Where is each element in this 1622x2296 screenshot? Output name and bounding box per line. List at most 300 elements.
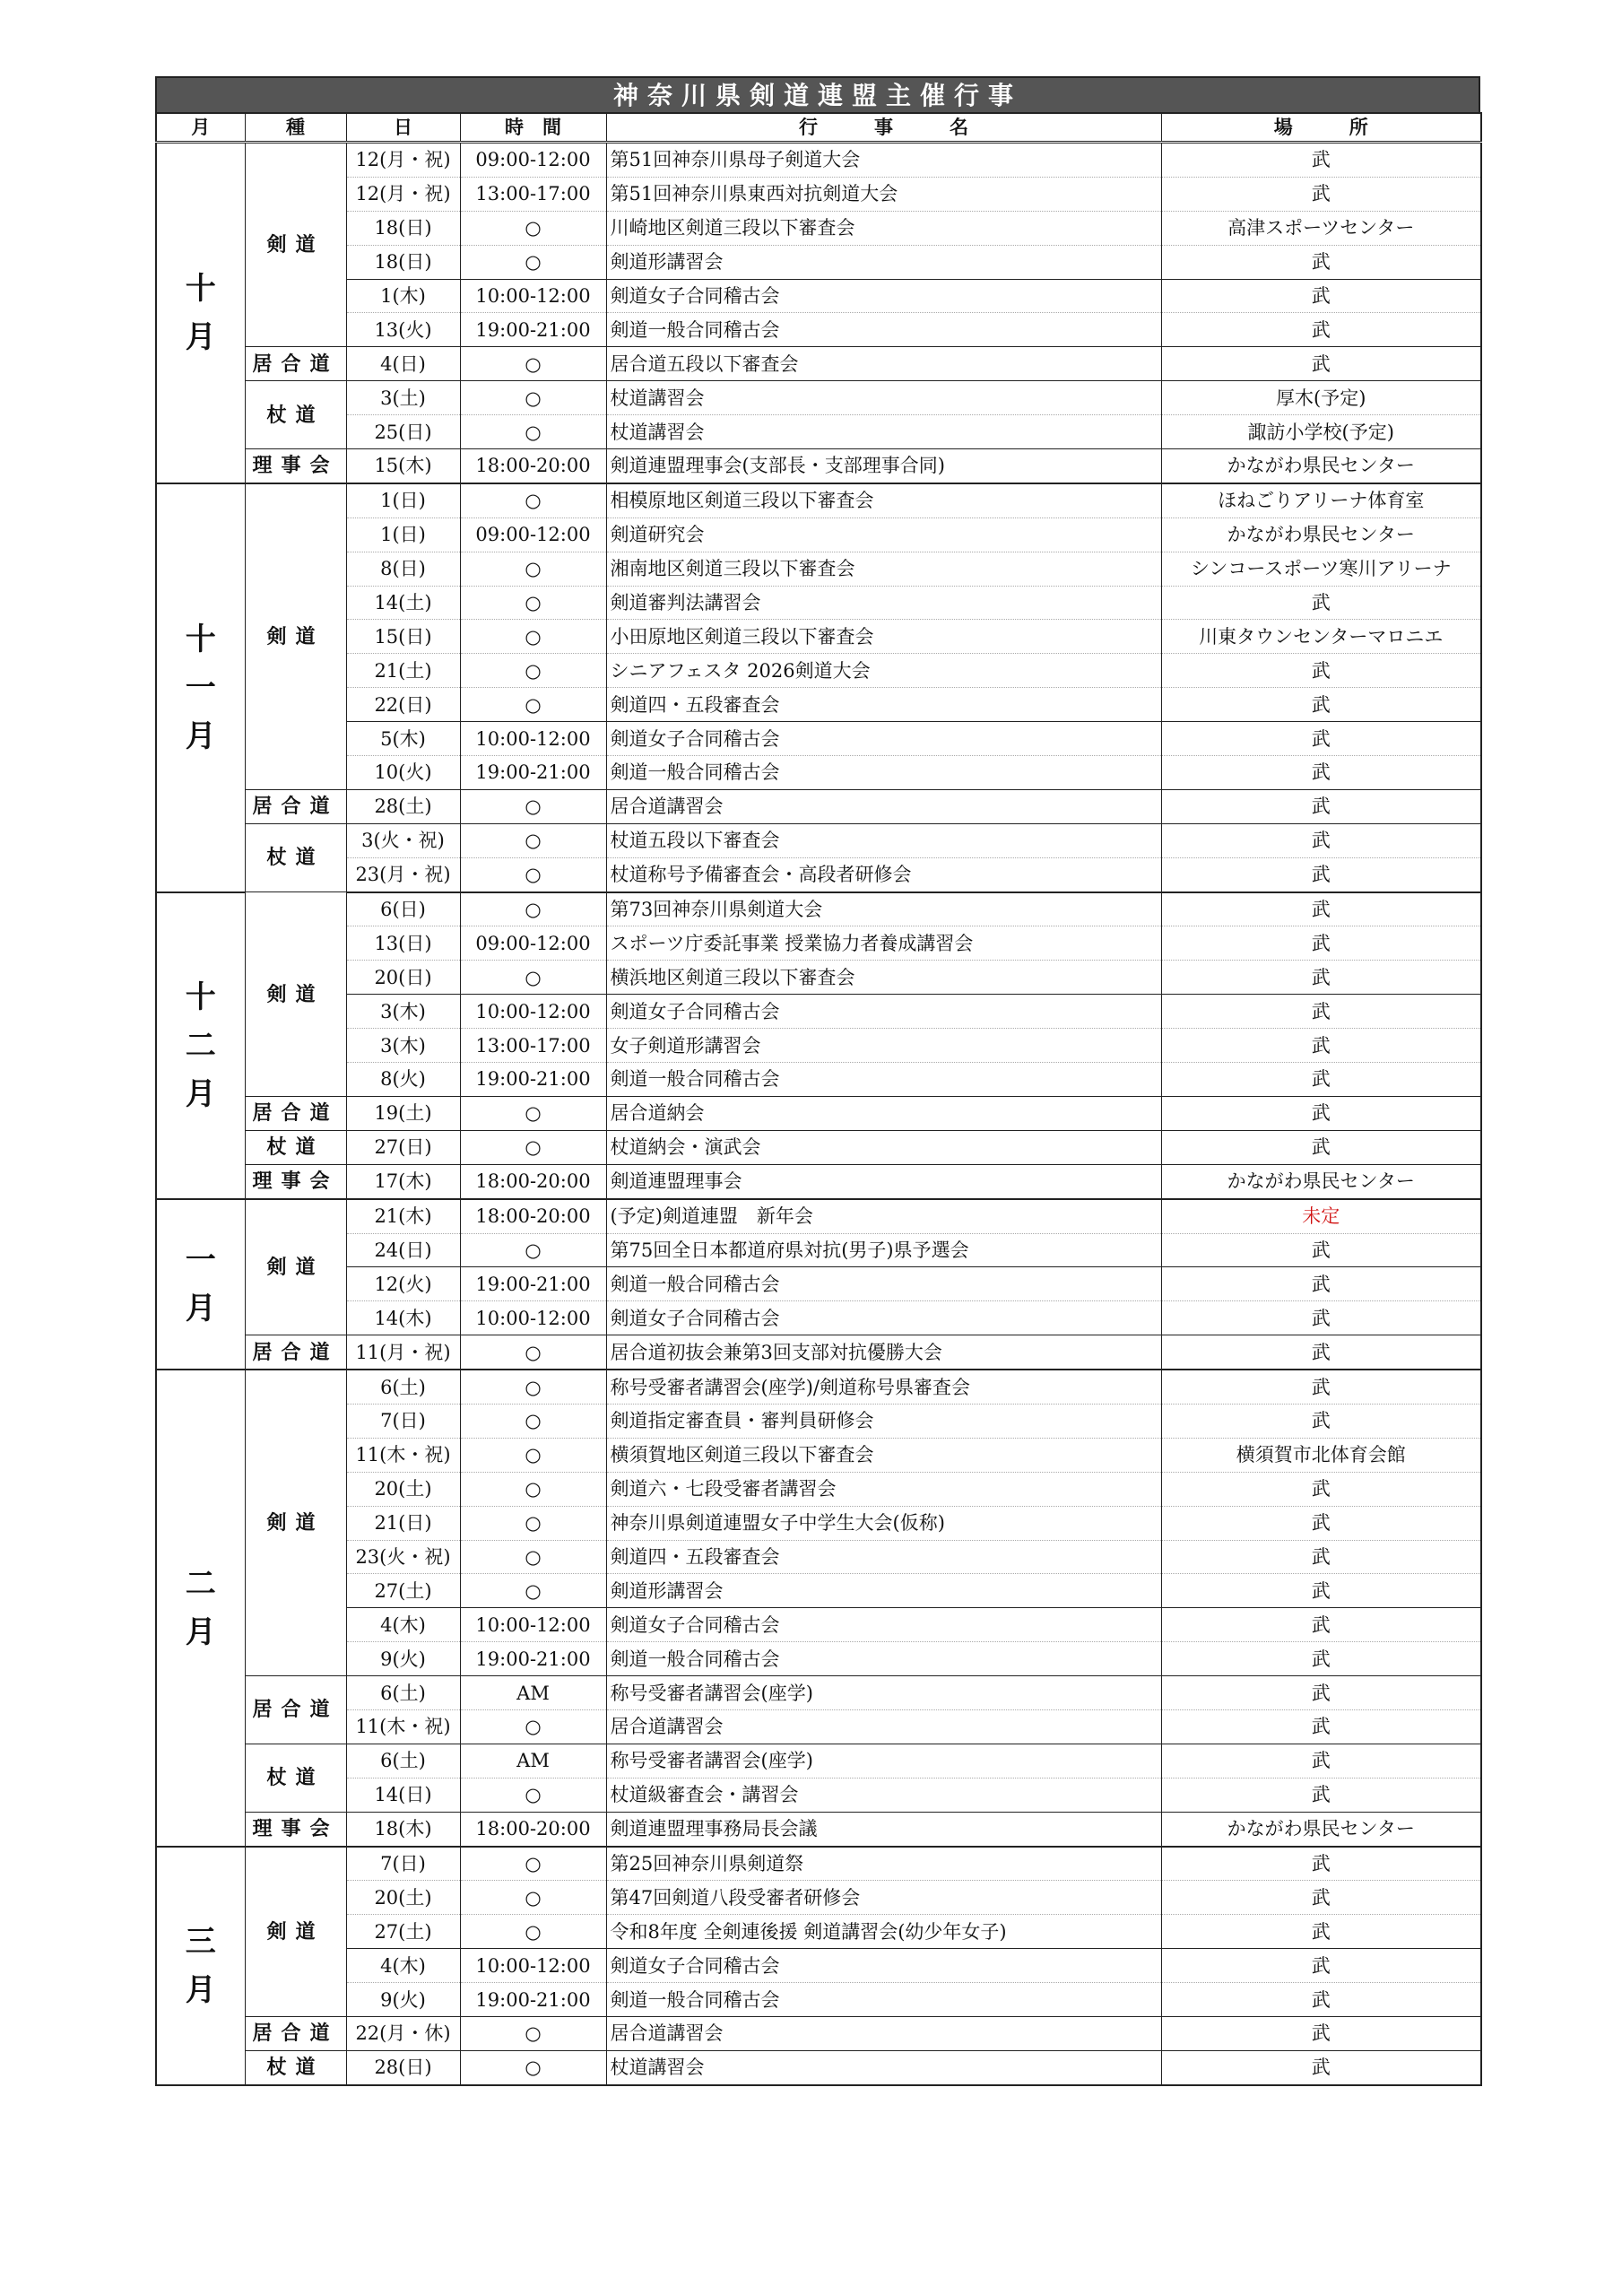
place-cell: 武 (1161, 1540, 1481, 1574)
place-cell: 武 (1161, 1676, 1481, 1710)
table-row (156, 2016, 1481, 2050)
day-cell: 21(木) (346, 1199, 460, 1233)
day-cell: 6(土) (346, 1744, 460, 1778)
day-cell: 1(日) (346, 483, 460, 517)
time-cell: ○ (460, 1574, 606, 1608)
table-row (156, 995, 1481, 1029)
day-cell: 6(日) (346, 892, 460, 926)
table-row (156, 1949, 1481, 1983)
day-cell: 5(木) (346, 722, 460, 756)
table-row (156, 1096, 1481, 1130)
table-row (156, 1744, 1481, 1778)
table-row (156, 552, 1481, 586)
time-cell: ○ (460, 2016, 606, 2050)
place-cell: 武 (1161, 177, 1481, 211)
place-cell: 武 (1161, 654, 1481, 688)
day-cell: 3(土) (346, 381, 460, 415)
day-cell: 6(土) (346, 1370, 460, 1404)
header-time: 時 間 (460, 113, 606, 143)
time-cell: ○ (460, 483, 606, 517)
month-label: 十 二 月 (156, 892, 245, 1199)
day-cell: 8(火) (346, 1063, 460, 1097)
event-cell: 女子剣道形講習会 (606, 1029, 1161, 1063)
time-cell: ○ (460, 620, 606, 654)
table-row (156, 517, 1481, 552)
time-cell: ○ (460, 1540, 606, 1574)
place-cell: かながわ県民センター (1161, 449, 1481, 483)
event-cell: 居合道講習会 (606, 1709, 1161, 1744)
table-row (156, 1063, 1481, 1097)
time-cell: ○ (460, 1881, 606, 1915)
table-row (156, 722, 1481, 756)
event-cell: 杖道講習会 (606, 2050, 1161, 2084)
event-cell: 小田原地区剣道三段以下審査会 (606, 620, 1161, 654)
place-cell: 武 (1161, 1915, 1481, 1949)
day-cell: 7(日) (346, 1847, 460, 1881)
month-label: 三 月 (156, 1847, 245, 2085)
day-cell: 21(日) (346, 1506, 460, 1540)
day-cell: 22(月・休) (346, 2016, 460, 2050)
header-place: 場 所 (1161, 113, 1481, 143)
table-row (156, 347, 1481, 381)
month-label: 二 月 (156, 1370, 245, 1846)
day-cell: 28(土) (346, 789, 460, 823)
place-cell: 武 (1161, 1847, 1481, 1881)
kind-label: 剣道 (245, 143, 346, 347)
header-event: 行 事 名 (606, 113, 1161, 143)
time-cell: ○ (460, 381, 606, 415)
table-row (156, 688, 1481, 722)
table-row (156, 586, 1481, 620)
event-cell: スポーツ庁委託事業 授業協力者養成講習会 (606, 926, 1161, 961)
day-cell: 4(日) (346, 347, 460, 381)
table-row (156, 449, 1481, 483)
event-cell: 川崎地区剣道三段以下審査会 (606, 211, 1161, 245)
event-cell: 杖道級審査会・講習会 (606, 1778, 1161, 1812)
event-cell: 第47回剣道八段受審者研修会 (606, 1881, 1161, 1915)
day-cell: 3(木) (346, 1029, 460, 1063)
time-cell: AM (460, 1676, 606, 1710)
table-row (156, 961, 1481, 995)
place-cell: 武 (1161, 688, 1481, 722)
table-row (156, 1438, 1481, 1472)
place-cell: ほねごりアリーナ体育室 (1161, 483, 1481, 517)
place-cell: かながわ県民センター (1161, 1164, 1481, 1198)
event-cell: 横須賀地区剣道三段以下審査会 (606, 1438, 1161, 1472)
place-cell: シンコースポーツ寒川アリーナ (1161, 552, 1481, 586)
table-row (156, 1472, 1481, 1506)
kind-label: 杖道 (245, 2050, 346, 2084)
table-row (156, 1812, 1481, 1846)
day-cell: 3(木) (346, 995, 460, 1029)
event-cell: 湘南地区剣道三段以下審査会 (606, 552, 1161, 586)
schedule-sheet (155, 76, 1480, 2086)
day-cell: 1(日) (346, 517, 460, 552)
day-cell: 4(木) (346, 1949, 460, 1983)
table-row (156, 756, 1481, 790)
time-cell: ○ (460, 1915, 606, 1949)
time-cell: 19:00-21:00 (460, 1642, 606, 1676)
time-cell: AM (460, 1744, 606, 1778)
event-cell: 横浜地区剣道三段以下審査会 (606, 961, 1161, 995)
place-cell: 諏訪小学校(予定) (1161, 415, 1481, 449)
time-cell: ○ (460, 347, 606, 381)
day-cell: 7(日) (346, 1404, 460, 1438)
day-cell: 12(月・祝) (346, 177, 460, 211)
table-row (156, 1335, 1481, 1370)
time-cell: 19:00-21:00 (460, 1983, 606, 2017)
place-cell: 武 (1161, 347, 1481, 381)
day-cell: 14(日) (346, 1778, 460, 1812)
table-row (156, 1574, 1481, 1608)
time-cell: ○ (460, 1847, 606, 1881)
time-cell: 13:00-17:00 (460, 1029, 606, 1063)
table-row (156, 279, 1481, 313)
event-cell: 居合道五段以下審査会 (606, 347, 1161, 381)
time-cell: 18:00-20:00 (460, 1164, 606, 1198)
place-cell: 武 (1161, 1233, 1481, 1267)
day-cell: 3(火・祝) (346, 823, 460, 857)
table-row (156, 1676, 1481, 1710)
table-row (156, 1199, 1481, 1233)
time-cell: ○ (460, 1506, 606, 1540)
event-cell: 剣道連盟理事務局長会議 (606, 1812, 1161, 1846)
event-cell: 第51回神奈川県東西対抗剣道大会 (606, 177, 1161, 211)
time-cell: ○ (460, 654, 606, 688)
kind-label: 剣道 (245, 892, 346, 1097)
day-cell: 14(土) (346, 586, 460, 620)
table-row (156, 1506, 1481, 1540)
time-cell: 09:00-12:00 (460, 143, 606, 178)
place-cell: 武 (1161, 313, 1481, 347)
event-cell: 剣道一般合同稽古会 (606, 313, 1161, 347)
table-row (156, 654, 1481, 688)
table-row (156, 381, 1481, 415)
day-cell: 13(日) (346, 926, 460, 961)
day-cell: 27(日) (346, 1130, 460, 1164)
day-cell: 11(木・祝) (346, 1709, 460, 1744)
table-row (156, 1370, 1481, 1404)
header-kind: 種 (245, 113, 346, 143)
event-cell: 居合道講習会 (606, 2016, 1161, 2050)
time-cell: ○ (460, 1096, 606, 1130)
event-cell: 第73回神奈川県剣道大会 (606, 892, 1161, 926)
table-row (156, 313, 1481, 347)
day-cell: 27(土) (346, 1915, 460, 1949)
kind-label: 理事会 (245, 1812, 346, 1846)
table-row (156, 620, 1481, 654)
table-row (156, 857, 1481, 891)
day-cell: 23(火・祝) (346, 1540, 460, 1574)
day-cell: 24(日) (346, 1233, 460, 1267)
table-row (156, 1301, 1481, 1335)
table-row (156, 415, 1481, 449)
place-cell: 武 (1161, 143, 1481, 178)
table-row (156, 1778, 1481, 1812)
day-cell: 20(土) (346, 1472, 460, 1506)
time-cell: 10:00-12:00 (460, 995, 606, 1029)
time-cell: 19:00-21:00 (460, 756, 606, 790)
kind-label: 居合道 (245, 1676, 346, 1744)
day-cell: 8(日) (346, 552, 460, 586)
day-cell: 20(日) (346, 961, 460, 995)
place-cell: 武 (1161, 2050, 1481, 2084)
table-row (156, 211, 1481, 245)
time-cell: ○ (460, 1404, 606, 1438)
day-cell: 20(土) (346, 1881, 460, 1915)
table-row (156, 926, 1481, 961)
place-cell: 武 (1161, 1949, 1481, 1983)
time-cell: ○ (460, 2050, 606, 2084)
kind-label: 剣道 (245, 483, 346, 790)
event-cell: 剣道四・五段審査会 (606, 1540, 1161, 1574)
day-cell: 25(日) (346, 415, 460, 449)
time-cell: 13:00-17:00 (460, 177, 606, 211)
time-cell: 10:00-12:00 (460, 1949, 606, 1983)
day-cell: 21(土) (346, 654, 460, 688)
time-cell: ○ (460, 1370, 606, 1404)
day-cell: 18(木) (346, 1812, 460, 1846)
table-row (156, 789, 1481, 823)
place-cell: 武 (1161, 1029, 1481, 1063)
day-cell: 11(月・祝) (346, 1335, 460, 1370)
time-cell: ○ (460, 789, 606, 823)
kind-label: 杖道 (245, 1130, 346, 1164)
place-cell: 武 (1161, 926, 1481, 961)
table-row (156, 1847, 1481, 1881)
event-cell: 居合道講習会 (606, 789, 1161, 823)
event-cell: 称号受審者講習会(座学) (606, 1744, 1161, 1778)
event-cell: 剣道形講習会 (606, 1574, 1161, 1608)
place-cell: 武 (1161, 1881, 1481, 1915)
table-row (156, 1130, 1481, 1164)
time-cell: 19:00-21:00 (460, 1063, 606, 1097)
place-cell: 武 (1161, 756, 1481, 790)
place-cell: 武 (1161, 1506, 1481, 1540)
event-cell: 剣道一般合同稽古会 (606, 1642, 1161, 1676)
kind-label: 剣道 (245, 1847, 346, 2017)
table-row (156, 143, 1481, 178)
day-cell: 12(火) (346, 1267, 460, 1301)
time-cell: ○ (460, 1130, 606, 1164)
place-cell: 武 (1161, 823, 1481, 857)
day-cell: 12(月・祝) (346, 143, 460, 178)
place-cell: 武 (1161, 1709, 1481, 1744)
kind-label: 理事会 (245, 449, 346, 483)
event-cell: 称号受審者講習会(座学) (606, 1676, 1161, 1710)
table-row (156, 1267, 1481, 1301)
event-cell: 居合道納会 (606, 1096, 1161, 1130)
time-cell: ○ (460, 1233, 606, 1267)
place-cell: 武 (1161, 1983, 1481, 2017)
event-cell: 剣道指定審査員・審判員研修会 (606, 1404, 1161, 1438)
day-cell: 4(木) (346, 1608, 460, 1642)
table-row (156, 483, 1481, 517)
place-cell: 武 (1161, 961, 1481, 995)
time-cell: 10:00-12:00 (460, 1301, 606, 1335)
day-cell: 18(日) (346, 245, 460, 279)
time-cell: 18:00-20:00 (460, 449, 606, 483)
schedule-table (155, 112, 1482, 2086)
time-cell: ○ (460, 586, 606, 620)
time-cell: ○ (460, 1335, 606, 1370)
place-cell: かながわ県民センター (1161, 517, 1481, 552)
time-cell: 09:00-12:00 (460, 926, 606, 961)
time-cell: ○ (460, 1709, 606, 1744)
kind-label: 理事会 (245, 1164, 346, 1198)
day-cell: 14(木) (346, 1301, 460, 1335)
place-cell: 武 (1161, 1472, 1481, 1506)
event-cell: 第51回神奈川県母子剣道大会 (606, 143, 1161, 178)
schedule-title: 神奈川県剣道連盟主催行事 (155, 76, 1480, 112)
place-cell: 武 (1161, 1642, 1481, 1676)
kind-label: 剣道 (245, 1370, 346, 1676)
time-cell: ○ (460, 961, 606, 995)
table-row (156, 245, 1481, 279)
header-row (156, 113, 1481, 143)
day-cell: 17(木) (346, 1164, 460, 1198)
day-cell: 28(日) (346, 2050, 460, 2084)
time-cell: ○ (460, 1778, 606, 1812)
place-cell: 武 (1161, 586, 1481, 620)
event-cell: 剣道一般合同稽古会 (606, 1983, 1161, 2017)
place-cell: 武 (1161, 1267, 1481, 1301)
table-row (156, 1983, 1481, 2017)
event-cell: 神奈川県剣道連盟女子中学生大会(仮称) (606, 1506, 1161, 1540)
kind-label: 居合道 (245, 789, 346, 823)
time-cell: 19:00-21:00 (460, 1267, 606, 1301)
kind-label: 居合道 (245, 347, 346, 381)
event-cell: 剣道女子合同稽古会 (606, 1301, 1161, 1335)
kind-label: 杖道 (245, 1744, 346, 1812)
event-cell: シニアフェスタ 2026剣道大会 (606, 654, 1161, 688)
event-cell: 剣道一般合同稽古会 (606, 756, 1161, 790)
day-cell: 13(火) (346, 313, 460, 347)
place-cell: 武 (1161, 1370, 1481, 1404)
event-cell: 杖道講習会 (606, 381, 1161, 415)
time-cell: ○ (460, 211, 606, 245)
header-month: 月 (156, 113, 245, 143)
table-row (156, 177, 1481, 211)
event-cell: 剣道形講習会 (606, 245, 1161, 279)
event-cell: 令和8年度 全剣連後援 剣道講習会(幼少年女子) (606, 1915, 1161, 1949)
time-cell: ○ (460, 892, 606, 926)
place-cell: 武 (1161, 1608, 1481, 1642)
event-cell: 剣道一般合同稽古会 (606, 1267, 1161, 1301)
event-cell: 第75回全日本都道府県対抗(男子)県予選会 (606, 1233, 1161, 1267)
event-cell: 剣道一般合同稽古会 (606, 1063, 1161, 1097)
place-cell: 武 (1161, 1574, 1481, 1608)
event-cell: 相模原地区剣道三段以下審査会 (606, 483, 1161, 517)
table-row (156, 892, 1481, 926)
place-cell: 武 (1161, 1778, 1481, 1812)
day-cell: 18(日) (346, 211, 460, 245)
time-cell: 19:00-21:00 (460, 313, 606, 347)
kind-label: 居合道 (245, 1335, 346, 1370)
time-cell: ○ (460, 823, 606, 857)
time-cell: 10:00-12:00 (460, 279, 606, 313)
table-row (156, 1029, 1481, 1063)
table-row (156, 1709, 1481, 1744)
event-cell: 杖道五段以下審査会 (606, 823, 1161, 857)
event-cell: 剣道研究会 (606, 517, 1161, 552)
event-cell: 称号受審者講習会(座学)/剣道称号県審査会 (606, 1370, 1161, 1404)
time-cell: ○ (460, 415, 606, 449)
time-cell: ○ (460, 1438, 606, 1472)
time-cell: ○ (460, 857, 606, 891)
time-cell: 09:00-12:00 (460, 517, 606, 552)
place-cell: 武 (1161, 1301, 1481, 1335)
event-cell: 剣道女子合同稽古会 (606, 279, 1161, 313)
event-cell: 剣道六・七段受審者講習会 (606, 1472, 1161, 1506)
time-cell: ○ (460, 1472, 606, 1506)
event-cell: (予定)剣道連盟 新年会 (606, 1199, 1161, 1233)
event-cell: 剣道女子合同稽古会 (606, 1608, 1161, 1642)
event-cell: 剣道女子合同稽古会 (606, 1949, 1161, 1983)
event-cell: 剣道女子合同稽古会 (606, 995, 1161, 1029)
day-cell: 6(土) (346, 1676, 460, 1710)
place-cell: 川東タウンセンターマロニエ (1161, 620, 1481, 654)
table-row (156, 1608, 1481, 1642)
table-row (156, 1164, 1481, 1198)
place-cell: 武 (1161, 789, 1481, 823)
place-cell: 未定 (1161, 1199, 1481, 1233)
event-cell: 杖道納会・演武会 (606, 1130, 1161, 1164)
day-cell: 22(日) (346, 688, 460, 722)
time-cell: 10:00-12:00 (460, 1608, 606, 1642)
event-cell: 杖道称号予備審査会・高段者研修会 (606, 857, 1161, 891)
time-cell: ○ (460, 552, 606, 586)
day-cell: 9(火) (346, 1642, 460, 1676)
table-row (156, 2050, 1481, 2084)
place-cell: 武 (1161, 1063, 1481, 1097)
table-row (156, 1233, 1481, 1267)
event-cell: 第25回神奈川県剣道祭 (606, 1847, 1161, 1881)
day-cell: 15(木) (346, 449, 460, 483)
month-label: 十 月 (156, 143, 245, 483)
day-cell: 10(火) (346, 756, 460, 790)
place-cell: 武 (1161, 857, 1481, 891)
table-row (156, 1404, 1481, 1438)
time-cell: 10:00-12:00 (460, 722, 606, 756)
place-cell: 武 (1161, 279, 1481, 313)
place-cell: 横須賀市北体育会館 (1161, 1438, 1481, 1472)
place-cell: 厚木(予定) (1161, 381, 1481, 415)
table-row (156, 1915, 1481, 1949)
table-row (156, 823, 1481, 857)
event-cell: 杖道講習会 (606, 415, 1161, 449)
kind-label: 剣道 (245, 1199, 346, 1335)
place-cell: 武 (1161, 995, 1481, 1029)
time-cell: ○ (460, 245, 606, 279)
day-cell: 1(木) (346, 279, 460, 313)
header-day: 日 (346, 113, 460, 143)
place-cell: 武 (1161, 1130, 1481, 1164)
day-cell: 27(土) (346, 1574, 460, 1608)
kind-label: 杖道 (245, 823, 346, 891)
kind-label: 杖道 (245, 381, 346, 449)
month-label: 一 月 (156, 1199, 245, 1370)
table-row (156, 1881, 1481, 1915)
place-cell: 武 (1161, 2016, 1481, 2050)
event-cell: 剣道四・五段審査会 (606, 688, 1161, 722)
place-cell: 高津スポーツセンター (1161, 211, 1481, 245)
day-cell: 11(木・祝) (346, 1438, 460, 1472)
place-cell: 武 (1161, 1335, 1481, 1370)
day-cell: 9(火) (346, 1983, 460, 2017)
table-row (156, 1642, 1481, 1676)
event-cell: 剣道女子合同稽古会 (606, 722, 1161, 756)
